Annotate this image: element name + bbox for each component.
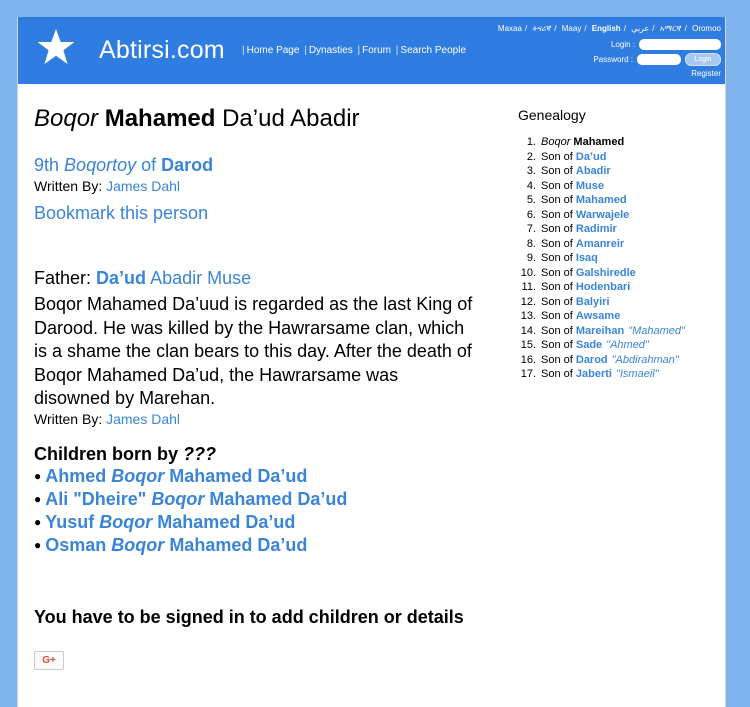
child-title: Boqor bbox=[111, 465, 165, 486]
genealogy-number: 17. bbox=[520, 368, 536, 380]
child-first-name: Osman bbox=[45, 534, 107, 555]
child-item[interactable] bbox=[34, 511, 514, 534]
child-first-name: Yusuf bbox=[45, 511, 95, 532]
son-of-label: Son of bbox=[541, 295, 573, 308]
bullet-icon: ● bbox=[34, 468, 42, 483]
ancestor-link[interactable]: Balyiri bbox=[575, 295, 610, 308]
site-header bbox=[18, 17, 725, 84]
genealogy-number: 9. bbox=[526, 252, 536, 264]
ancestor-link[interactable]: Da’ud bbox=[575, 150, 607, 163]
genealogy-number: 6. bbox=[526, 208, 536, 221]
genealogy-title: Genealogy bbox=[518, 107, 586, 123]
ancestor-link[interactable]: Warwajele bbox=[575, 208, 630, 221]
written-by bbox=[34, 178, 514, 194]
ancestor-link[interactable]: Jaberti bbox=[575, 368, 612, 380]
genealogy-row bbox=[518, 135, 718, 150]
child-title: Boqor bbox=[99, 511, 153, 532]
lang-maxaa[interactable]: Maxaa bbox=[497, 24, 522, 33]
login-label: Login : bbox=[610, 40, 635, 49]
genealogy-row bbox=[518, 179, 718, 194]
ancestor-link[interactable]: Abadir bbox=[575, 165, 611, 177]
login-input[interactable] bbox=[639, 39, 721, 50]
genealogy-self-name: Mahamed bbox=[573, 136, 625, 148]
register-link[interactable]: Register bbox=[691, 69, 721, 78]
child-title: Boqor bbox=[151, 488, 205, 509]
genealogy-row bbox=[518, 309, 718, 324]
son-of-label: Son of bbox=[541, 150, 573, 163]
rank-of: of bbox=[141, 155, 157, 175]
genealogy-list bbox=[518, 135, 718, 382]
genealogy-number: 12. bbox=[520, 295, 536, 308]
genealogy-number: 13. bbox=[520, 310, 536, 322]
ancestor-link[interactable]: Amanreir bbox=[575, 237, 625, 250]
rank-ordinal: 9th bbox=[34, 155, 60, 175]
genealogy-row bbox=[518, 193, 718, 208]
child-item[interactable] bbox=[34, 534, 514, 557]
rank-line bbox=[34, 155, 514, 176]
child-lineage: Mahamed Da’ud bbox=[169, 534, 308, 555]
ancestor-alias: "Mahamed" bbox=[628, 324, 685, 337]
author-link[interactable]: James Dahl bbox=[106, 178, 181, 194]
genealogy-number: 10. bbox=[520, 266, 536, 279]
password-row bbox=[593, 53, 721, 66]
child-title: Boqor bbox=[111, 534, 165, 555]
son-of-label: Son of bbox=[541, 339, 573, 351]
biography: Boqor Mahamed Da’uud is regarded as the last King of Darood. He was killed by the Hawrarsame clan, which is a shame the clan bears to this day. After the death of Boqor Mahamed Da’ud, the Hawrarsame was disowned by Marehan. bbox=[34, 294, 473, 408]
ancestor-alias: "Ismaeil" bbox=[615, 368, 659, 380]
genealogy-number: 11. bbox=[521, 281, 536, 293]
genealogy-number: 8. bbox=[526, 237, 536, 250]
son-of-label: Son of bbox=[541, 281, 573, 293]
genealogy-number: 14. bbox=[520, 324, 536, 337]
person-content bbox=[34, 105, 514, 557]
son-of-label: Son of bbox=[541, 165, 573, 177]
bio-written-by-label: Written By: bbox=[34, 410, 103, 427]
father-lineage-link[interactable]: Abadir Muse bbox=[150, 268, 252, 288]
genealogy-number: 7. bbox=[526, 223, 536, 235]
children-heading bbox=[34, 444, 514, 465]
page-frame bbox=[17, 17, 726, 707]
child-first-name: Ahmed bbox=[45, 465, 107, 486]
nav-dynasties[interactable]: Dynasties bbox=[308, 45, 353, 56]
son-of-label: Son of bbox=[541, 237, 573, 250]
ancestor-link[interactable]: Radimir bbox=[575, 223, 617, 235]
children-list bbox=[34, 465, 514, 557]
ancestor-link[interactable]: Darod bbox=[575, 353, 608, 366]
genealogy-row bbox=[518, 295, 718, 310]
child-lineage: Mahamed Da’ud bbox=[169, 465, 308, 486]
child-item[interactable] bbox=[34, 488, 514, 511]
bio-written-by bbox=[34, 411, 514, 427]
genealogy-number: 15. bbox=[520, 339, 536, 351]
top-navigation: | Home Page | Dynasties | Forum | Search People bbox=[242, 45, 467, 56]
bullet-icon: ● bbox=[34, 537, 42, 552]
nav-forum[interactable]: Forum bbox=[362, 45, 392, 56]
rank-clan-link[interactable]: Darod bbox=[161, 155, 214, 175]
title-rest: Da’ud Abadir bbox=[222, 105, 360, 132]
star-logo-icon[interactable] bbox=[36, 27, 76, 67]
genealogy-row bbox=[518, 164, 718, 179]
genealogy-number: 3. bbox=[526, 165, 536, 177]
genealogy-row bbox=[518, 208, 718, 223]
ancestor-alias: "Ahmed" bbox=[606, 339, 649, 351]
genealogy-row bbox=[518, 266, 718, 281]
genealogy-row bbox=[518, 338, 718, 353]
title-name: Mahamed bbox=[104, 105, 216, 132]
bio-author-link[interactable]: James Dahl bbox=[106, 410, 181, 427]
genealogy-panel bbox=[518, 107, 718, 382]
ancestor-link[interactable]: Mareihan bbox=[575, 324, 625, 337]
son-of-label: Son of bbox=[541, 179, 573, 192]
password-label: Password : bbox=[593, 55, 633, 64]
genealogy-self-title: Boqor bbox=[541, 136, 571, 148]
father-line bbox=[34, 268, 514, 289]
ancestor-link[interactable]: Hodenbari bbox=[575, 281, 631, 293]
son-of-label: Son of bbox=[541, 310, 573, 322]
ancestor-alias: "Abdirahman" bbox=[611, 353, 679, 366]
son-of-label: Son of bbox=[541, 266, 573, 279]
title-prefix: Boqor bbox=[34, 105, 99, 132]
google-plus-share-button[interactable]: G+ bbox=[34, 651, 64, 670]
ancestor-link[interactable]: Mahamed bbox=[575, 194, 627, 206]
genealogy-number: 1. bbox=[526, 136, 536, 148]
genealogy-row bbox=[518, 251, 718, 266]
genealogy-row bbox=[518, 222, 718, 237]
genealogy-row bbox=[518, 280, 718, 295]
lang-maay[interactable]: Maay bbox=[561, 24, 582, 33]
son-of-label: Son of bbox=[541, 368, 573, 380]
language-selector: Maxaa / ትናሪኛ / Maay / English / عربي / አማርኛ / Oromoo bbox=[497, 24, 721, 33]
children-heading-text: Children born by bbox=[34, 443, 178, 464]
page-title bbox=[34, 105, 514, 133]
login-row bbox=[611, 39, 721, 50]
ancestor-link[interactable]: Sade bbox=[575, 339, 603, 351]
child-lineage: Mahamed Da’ud bbox=[157, 511, 296, 532]
bullet-icon: ● bbox=[34, 514, 42, 529]
nav-home[interactable]: Home Page bbox=[246, 45, 300, 56]
genealogy-number: 5. bbox=[526, 194, 536, 206]
father-label: Father: bbox=[34, 268, 92, 288]
rank-title-link[interactable]: Boqortoy bbox=[64, 155, 137, 175]
son-of-label: Son of bbox=[541, 194, 573, 206]
bookmark-link[interactable]: Bookmark this person bbox=[34, 203, 209, 223]
children-mother: ??? bbox=[183, 443, 217, 464]
son-of-label: Son of bbox=[541, 252, 573, 264]
son-of-label: Son of bbox=[541, 324, 573, 337]
genealogy-row bbox=[518, 324, 718, 339]
genealogy-row bbox=[518, 367, 718, 382]
ancestor-link[interactable]: Muse bbox=[575, 179, 604, 192]
bullet-icon: ● bbox=[34, 491, 42, 506]
son-of-label: Son of bbox=[541, 208, 573, 221]
genealogy-number: 2. bbox=[526, 150, 536, 163]
ancestor-link[interactable]: Awsame bbox=[575, 310, 621, 322]
site-logo-text[interactable]: Abtirsi.com bbox=[99, 36, 225, 64]
son-of-label: Son of bbox=[541, 223, 573, 235]
child-first-name: Ali "Dheire" bbox=[45, 488, 147, 509]
written-by-label: Written By: bbox=[34, 178, 103, 194]
ancestor-link[interactable]: Galshiredle bbox=[575, 266, 636, 279]
genealogy-row bbox=[518, 150, 718, 165]
lang-arabic[interactable]: عربي bbox=[631, 24, 650, 33]
son-of-label: Son of bbox=[541, 353, 573, 366]
child-lineage: Mahamed Da’ud bbox=[209, 488, 348, 509]
father-link[interactable]: Da’ud bbox=[96, 268, 147, 288]
genealogy-number: 16. bbox=[520, 353, 536, 366]
lang-oromoo[interactable]: Oromoo bbox=[692, 24, 721, 33]
genealogy-row bbox=[518, 353, 718, 368]
login-button[interactable]: Login bbox=[685, 53, 721, 66]
ancestor-link[interactable]: Isaq bbox=[575, 252, 598, 264]
nav-search-people[interactable]: Search People bbox=[400, 45, 467, 56]
lang-english[interactable]: English bbox=[591, 24, 621, 33]
lang-amharic[interactable]: አማርኛ bbox=[659, 24, 682, 33]
password-input[interactable] bbox=[637, 54, 681, 65]
signin-notice: You have to be signed in to add children or details bbox=[34, 607, 464, 627]
genealogy-number: 4. bbox=[526, 179, 536, 192]
genealogy-row bbox=[518, 237, 718, 252]
child-item[interactable] bbox=[34, 465, 514, 488]
lang-tigrinya[interactable]: ትናሪኛ bbox=[532, 24, 552, 33]
